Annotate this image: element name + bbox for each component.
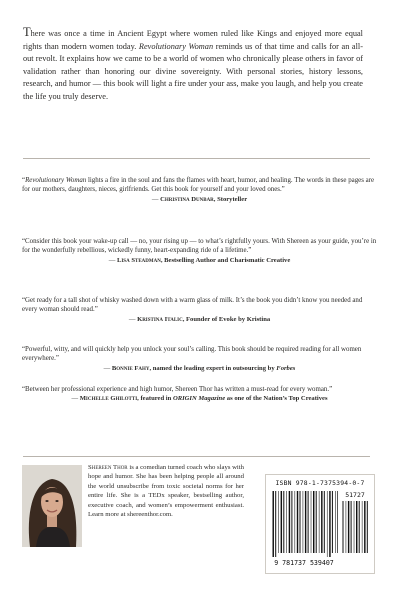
description-text-start: here was once a time in Ancient Egypt where women ruled like Kings and enjoyed more equal rights than modern women today. — [23, 29, 363, 51]
drop-cap: T — [23, 25, 31, 39]
author-portrait-image — [22, 465, 82, 547]
price-addon-number: 51727 — [345, 491, 365, 499]
endorser-role-suffix: as one of the Nation’s Top Creatives — [225, 395, 328, 403]
ean-barcode-bars — [272, 491, 338, 557]
author-bio-body: is a comedian turned coach who slays with hope and humor. She has been helping people all around the world unsubscribe from toxic societal norms for her entire life. She is a TEDx speaker, bestselling author, executive coach, and women’s empowerment enthusiast. Learn more at shereenthor.com. — [88, 464, 244, 519]
isbn-barcode — [265, 474, 375, 574]
endorsement-attribution: — Lisa Steadman, Bestselling Author and Charismatic Creative — [108, 256, 291, 264]
publication-name: Forbes — [276, 364, 296, 372]
endorsement-attribution: — Michelle Ghilotti, featured in ORIGIN Magazine as one of the Nation’s Top Creatives — [71, 395, 328, 403]
author-name: Shereen Thor — [88, 464, 128, 471]
endorser-role: , named the leading expert in outsourcing by — [149, 364, 277, 372]
endorser-name: Christina Dunbar — [160, 195, 214, 203]
endorsement-text: “Between her professional experience and high humor, Shereen Thor has written a must-read for every woman.” — [22, 386, 333, 393]
endorsement-attribution: — Kristina Italic, Founder of Evoke by Kristina — [128, 315, 271, 323]
endorser-name: Kristina Italic — [137, 315, 183, 323]
endorser-name: Lisa Steadman — [116, 256, 161, 264]
endorser-role: , Founder of Evoke by Kristina — [182, 315, 271, 323]
divider-bottom — [23, 456, 370, 457]
endorser-name: Michelle Ghilotti — [79, 395, 138, 403]
endorsement-2 — [22, 237, 377, 265]
addon-barcode-bars — [342, 501, 368, 557]
endorsement-text: “Revolutionary Woman lights a fire in the soul and fans the flames with heart, humor, and healing. The words in these pages are for our mothers, daughters, nieces, girlfriends. Get this book for yourself and your loved ones.” — [22, 177, 375, 194]
endorsement-text: “Get ready for a tall shot of whisky washed down with a warm glass of milk. It’s the book you didn’t know you needed and every woman should read.” — [22, 297, 363, 314]
publication-name: ORIGIN Magazine — [172, 395, 226, 403]
author-bio — [88, 463, 244, 520]
endorsement-attribution: — Christina Dunbar, Storyteller — [151, 195, 248, 203]
book-title-italic: Revolutionary Woman — [138, 41, 214, 51]
description-paragraph — [23, 26, 363, 103]
endorser-role: , featured in — [137, 395, 173, 403]
endorsement-1 — [22, 176, 377, 204]
endorsement-text: “Powerful, witty, and will quickly help you unlock your soul’s calling. This book should be required reading for all women everywhere.” — [22, 346, 362, 363]
book-description — [23, 26, 363, 103]
description-text-end: reminds us of that time and calls for an all-out revolt. It explains how we came to be a world of women who chronically please others in favor of validation rather than honoring our divine sovereignty. With personal stories, history lessons, research, and humor — this book will light a fire under your ass, make you laugh, and help you create the life you truly deserve. — [23, 41, 363, 101]
author-bio-text — [88, 463, 244, 520]
endorsement-text: “Consider this book your wake-up call — no, your rising up — to what’s rightfully yours. With Shereen as your guide, you’re in for the wonderfully rebellious, wickedly funny, heart-expanding ride of a lifetime.” — [22, 238, 377, 255]
endorsement-attribution: — Bonnie Fahy, named the leading expert in outsourcing by Forbes — [103, 364, 296, 372]
endorser-role: , Storyteller — [213, 195, 248, 203]
author-photo — [22, 465, 82, 547]
endorser-role: , Bestselling Author and Charismatic Creative — [160, 256, 291, 264]
isbn-number: ISBN 978-1-7375394-0-7 — [275, 479, 365, 487]
endorsement-3 — [22, 296, 377, 324]
endorsement-5 — [22, 385, 377, 404]
endorsement-4 — [22, 345, 377, 373]
ean-number: 9 781737 539407 — [274, 559, 334, 567]
book-title-italic: Revolutionary Woman — [25, 177, 87, 184]
divider-top — [23, 158, 370, 159]
endorser-name: Bonnie Fahy — [111, 364, 150, 372]
